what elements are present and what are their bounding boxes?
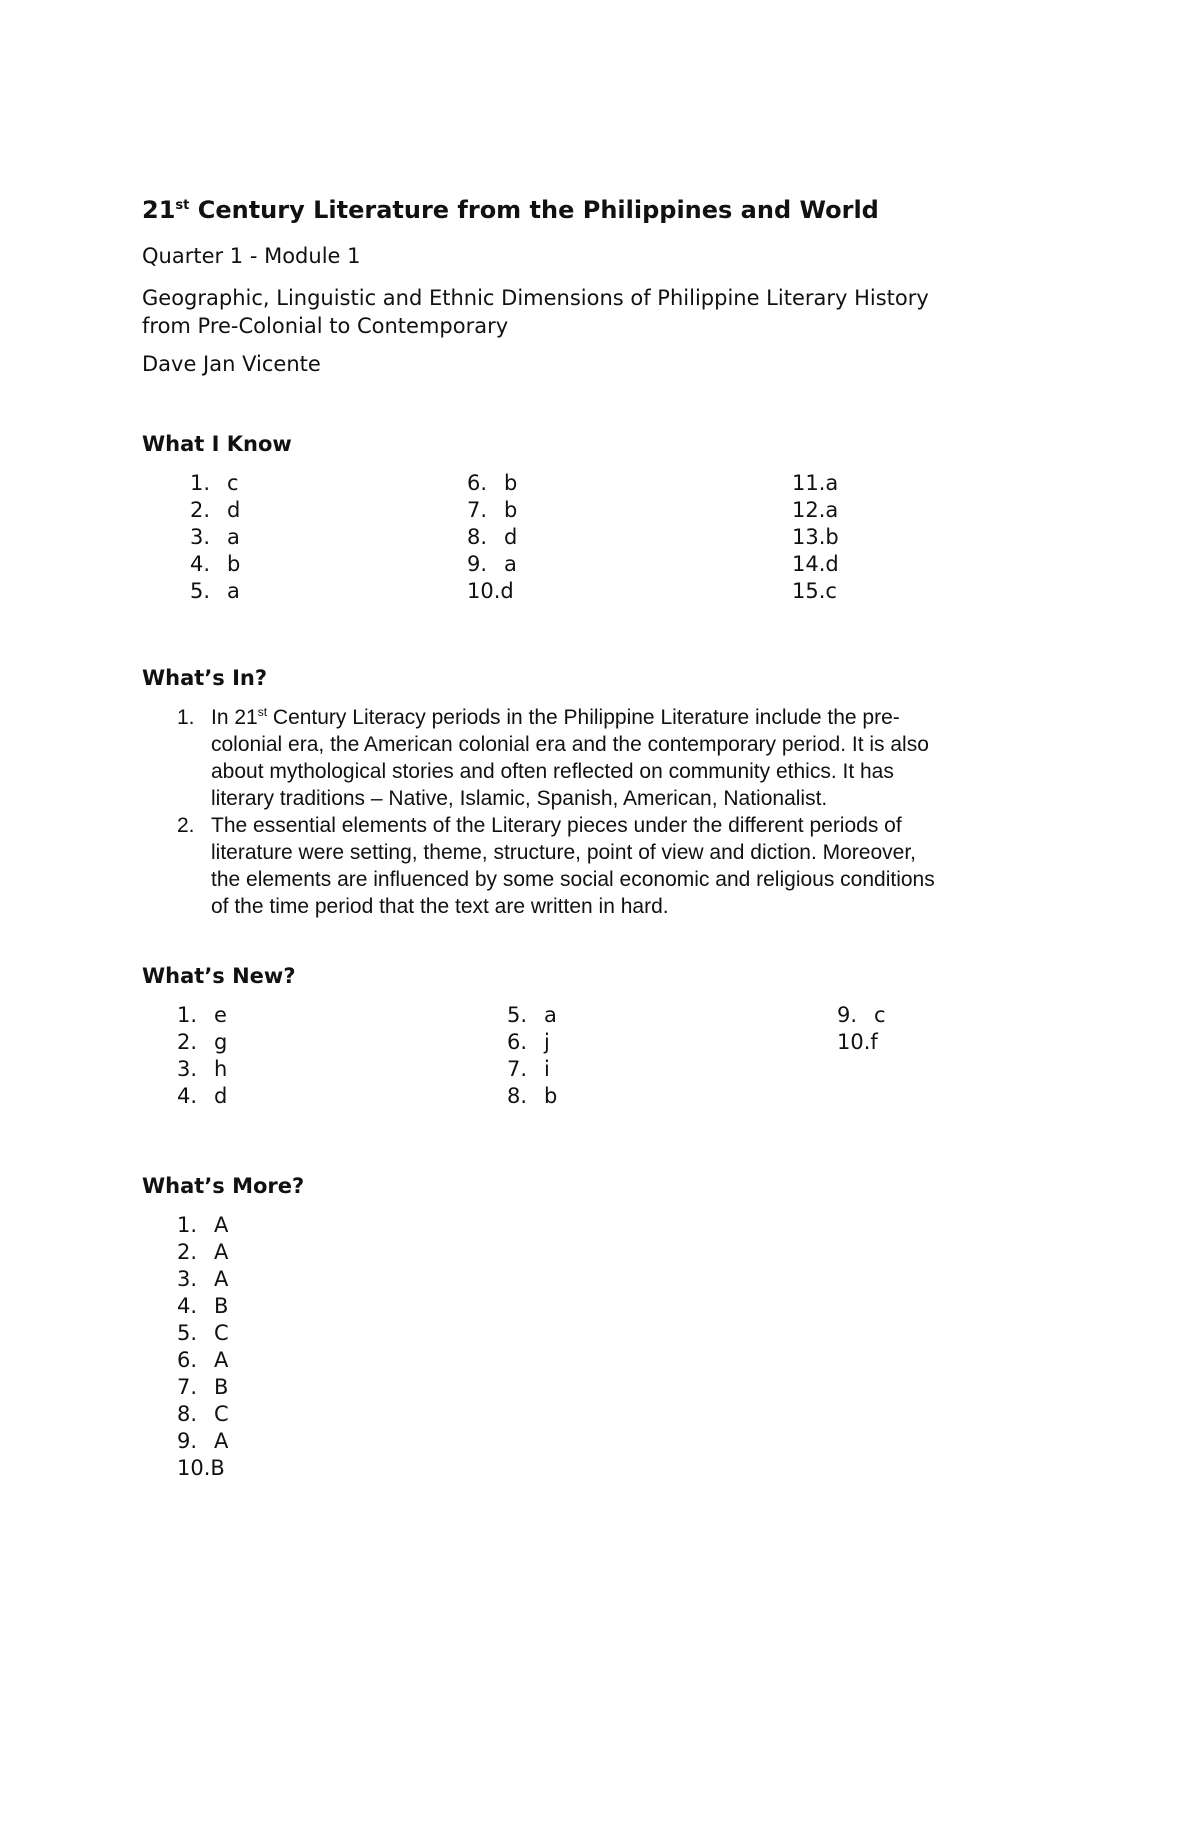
answer-number: 6. xyxy=(177,1348,198,1372)
answer-item xyxy=(792,497,839,524)
title-superscript: st xyxy=(175,198,190,213)
answer-letter: b xyxy=(544,1084,558,1108)
whats-in-heading: What’s In? xyxy=(142,666,268,690)
answer-item xyxy=(507,1083,557,1110)
answer-item xyxy=(190,524,240,551)
answer-number: 11. xyxy=(792,471,826,495)
answer-number: 1. xyxy=(177,1003,198,1027)
answer-item xyxy=(177,1320,1072,1347)
answer-number: 7. xyxy=(507,1057,528,1081)
whats-new-column-3 xyxy=(837,1002,886,1056)
answer-letter: A xyxy=(214,1213,229,1237)
answer-item xyxy=(177,1428,1072,1455)
answer-letter: d xyxy=(214,1084,228,1108)
answer-letter: A xyxy=(214,1429,229,1453)
answer-letter: f xyxy=(870,1030,878,1054)
answer-number: 15. xyxy=(792,579,826,603)
answer-letter: B xyxy=(210,1456,225,1480)
answer-letter: c xyxy=(874,1003,886,1027)
answer-number: 4. xyxy=(190,552,211,576)
answer-item xyxy=(190,497,240,524)
answer-item xyxy=(177,1239,1072,1266)
answer-letter: d xyxy=(504,525,518,549)
answer-letter: g xyxy=(214,1030,228,1054)
author-name: Dave Jan Vicente xyxy=(142,352,321,376)
answer-item xyxy=(792,524,839,551)
whats-more-answers xyxy=(142,1212,1072,1482)
answer-item xyxy=(507,1056,557,1083)
answer-item xyxy=(177,1455,1072,1482)
list-item: 1. In 21st Century Literacy periods in the Philippine Literature include the pre- colonial era, the American colonial era and the contemporary period. It is also about mythological stories and often reflected on community ethics. It has literary traditions – Native, Islamic, Spanish, American, Nationalist. xyxy=(177,705,929,810)
answer-item xyxy=(177,1029,227,1056)
answer-letter: d xyxy=(825,552,839,576)
subtitle-line-2: from Pre-Colonial to Contemporary xyxy=(142,314,509,338)
answer-letter: a xyxy=(825,471,839,495)
answer-letter: a xyxy=(544,1003,557,1027)
answer-number: 4. xyxy=(177,1084,198,1108)
answer-number: 10. xyxy=(467,579,501,603)
whats-new-column-2 xyxy=(507,1002,557,1110)
answer-item xyxy=(467,551,517,578)
answer-item xyxy=(467,578,517,605)
answer-item xyxy=(177,1266,1072,1293)
answer-letter: A xyxy=(214,1348,229,1372)
answer-item xyxy=(177,1083,227,1110)
answer-letter: C xyxy=(214,1321,229,1345)
answer-letter: b xyxy=(504,471,518,495)
what-i-know-column-1 xyxy=(190,470,240,605)
answer-number: 5. xyxy=(507,1003,528,1027)
answer-item xyxy=(190,470,240,497)
answer-item xyxy=(837,1002,886,1029)
answer-number: 3. xyxy=(177,1267,198,1291)
what-i-know-heading: What I Know xyxy=(142,432,292,456)
answer-letter: b xyxy=(504,498,518,522)
answer-number: 14. xyxy=(792,552,826,576)
answer-number: 9. xyxy=(837,1003,858,1027)
answer-letter: d xyxy=(227,498,241,522)
answer-number: 10. xyxy=(837,1030,871,1054)
answer-letter: i xyxy=(544,1057,550,1081)
answer-letter: j xyxy=(544,1030,550,1054)
answer-item xyxy=(177,1293,1072,1320)
answer-item xyxy=(177,1056,227,1083)
answer-item xyxy=(507,1029,557,1056)
answer-letter: h xyxy=(214,1057,228,1081)
answer-number: 2. xyxy=(190,498,211,522)
answer-letter: a xyxy=(504,552,517,576)
answer-item xyxy=(792,578,839,605)
answer-number: 7. xyxy=(467,498,488,522)
answer-number: 2. xyxy=(177,1030,198,1054)
answer-letter: d xyxy=(500,579,514,603)
answer-number: 9. xyxy=(467,552,488,576)
what-i-know-column-3 xyxy=(792,470,839,605)
answer-letter: c xyxy=(825,579,837,603)
whats-new-heading: What’s New? xyxy=(142,964,296,988)
answer-item xyxy=(177,1401,1072,1428)
whats-more-heading: What’s More? xyxy=(142,1174,305,1198)
answer-letter: C xyxy=(214,1402,229,1426)
answer-number: 9. xyxy=(177,1429,198,1453)
answer-number: 2. xyxy=(177,1240,198,1264)
document-page xyxy=(142,196,1072,1482)
answer-letter: c xyxy=(227,471,239,495)
what-i-know-column-2 xyxy=(467,470,517,605)
list-item: 2. The essential elements of the Literary pieces under the different periods of literature were setting, theme, structure, point of view and diction. Moreover, the elements are influenced by some social economic and religious conditions of the time period that the text are written in hard. xyxy=(177,814,935,918)
answer-letter: a xyxy=(227,525,240,549)
list-item-number: 1. xyxy=(177,706,195,729)
document-title xyxy=(142,196,1072,224)
answer-item xyxy=(837,1029,886,1056)
answer-number: 12. xyxy=(792,498,826,522)
answer-number: 5. xyxy=(177,1321,198,1345)
answer-number: 4. xyxy=(177,1294,198,1318)
module-subtitle xyxy=(142,284,1072,340)
answer-item xyxy=(177,1212,1072,1239)
answer-item xyxy=(467,524,517,551)
answer-item xyxy=(467,470,517,497)
answer-item xyxy=(467,497,517,524)
answer-item xyxy=(177,1002,227,1029)
answer-number: 8. xyxy=(177,1402,198,1426)
answer-number: 6. xyxy=(507,1030,528,1054)
answer-item xyxy=(792,470,839,497)
whats-new-answers xyxy=(142,1002,1072,1112)
answer-letter: A xyxy=(214,1267,229,1291)
answer-item xyxy=(507,1002,557,1029)
whats-new-column-1 xyxy=(177,1002,227,1110)
answer-number: 6. xyxy=(467,471,488,495)
answer-item xyxy=(190,578,240,605)
quarter-module: Quarter 1 - Module 1 xyxy=(142,244,361,268)
answer-letter: a xyxy=(227,579,240,603)
answer-letter: B xyxy=(214,1375,229,1399)
answer-letter: e xyxy=(214,1003,227,1027)
answer-letter: A xyxy=(214,1240,229,1264)
answer-item xyxy=(190,551,240,578)
answer-item xyxy=(792,551,839,578)
list-item-number: 2. xyxy=(177,814,195,837)
answer-number: 5. xyxy=(190,579,211,603)
answer-number: 3. xyxy=(190,525,211,549)
answer-number: 8. xyxy=(507,1084,528,1108)
answer-letter: b xyxy=(825,525,839,549)
answer-letter: B xyxy=(214,1294,229,1318)
what-i-know-answers xyxy=(142,470,1072,606)
answer-number: 10. xyxy=(177,1456,211,1480)
title-number: 21 xyxy=(142,196,176,224)
answer-number: 13. xyxy=(792,525,826,549)
answer-item xyxy=(177,1374,1072,1401)
answer-number: 1. xyxy=(190,471,211,495)
subtitle-line-1: Geographic, Linguistic and Ethnic Dimensions of Philippine Literary History xyxy=(142,286,929,310)
title-text: Century Literature from the Philippines and World xyxy=(189,196,879,224)
answer-number: 3. xyxy=(177,1057,198,1081)
answer-letter: b xyxy=(227,552,241,576)
answer-letter: a xyxy=(825,498,839,522)
answer-number: 7. xyxy=(177,1375,198,1399)
whats-in-list xyxy=(142,704,1072,920)
answer-number: 1. xyxy=(177,1213,198,1237)
answer-number: 8. xyxy=(467,525,488,549)
answer-item xyxy=(177,1347,1072,1374)
